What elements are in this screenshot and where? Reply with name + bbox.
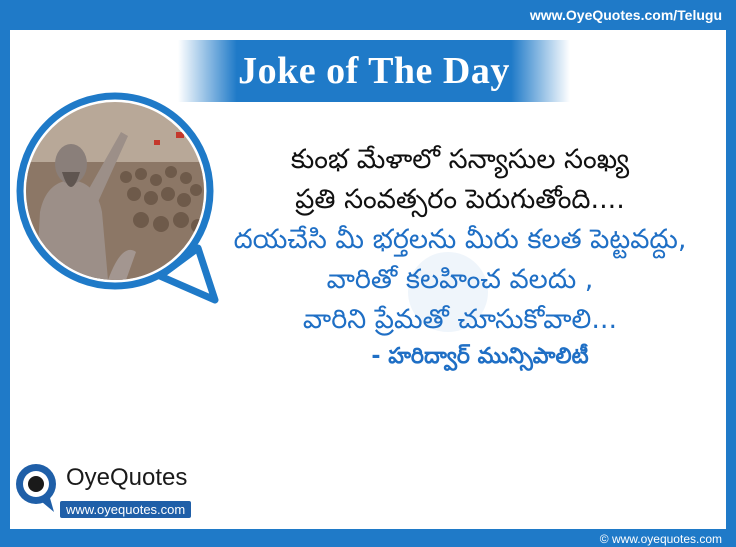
- speech-bubble: [10, 88, 225, 328]
- quote-text: [220, 140, 700, 374]
- quote-attribution: - హరిద్వార్ మున్సిపాలిటీ: [371, 344, 589, 369]
- site-url[interactable]: www.OyeQuotes.com/Telugu: [529, 7, 722, 23]
- quote-line-3: దయచేసి మీ భర్తలను మీరు కలత పెట్టవద్దు,: [233, 224, 687, 255]
- logo-name: OyeQuotes: [66, 464, 188, 491]
- title-banner: [178, 40, 570, 102]
- quote-line-2: ప్రతి సంవత్సరం పెరుగుతోంది....: [295, 184, 625, 215]
- crowd-photo: [26, 102, 204, 280]
- logo-bubble-icon: [14, 462, 62, 514]
- quote-line-1: కుంభ మేళాలో సన్యాసుల సంఖ్య: [290, 144, 630, 175]
- page-title: Joke of The Day: [238, 50, 510, 92]
- oyequotes-logo[interactable]: [14, 462, 194, 524]
- logo-url[interactable]: www.oyequotes.com: [60, 501, 191, 518]
- footer-copyright: © www.oyequotes.com: [599, 532, 722, 546]
- quote-line-5: వారిని ప్రేమతో చూసుకోవాలి...: [302, 304, 618, 335]
- quote-line-4: వారితో కలహించ వలదు ,: [326, 264, 594, 295]
